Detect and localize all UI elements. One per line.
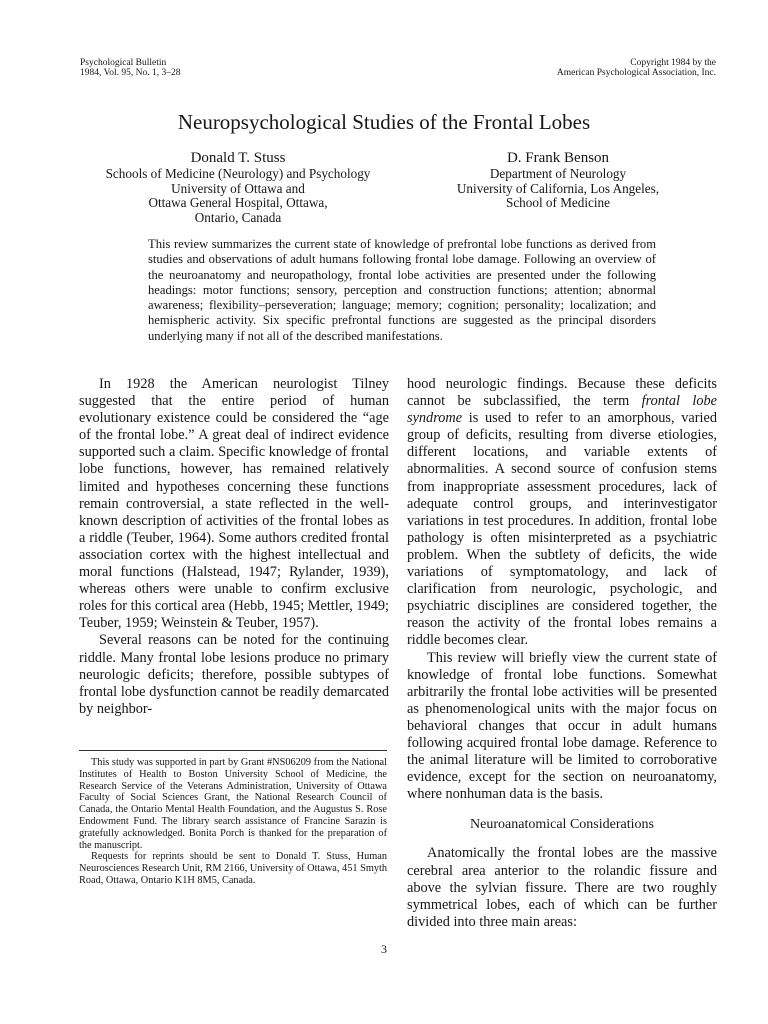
body-text: is used to refer to an amorphous, varied group of deficits, resulting from diverse etiologies, different locations, and variable extents of abnormalities. A second source of confusion stems from inappropriate assessment procedures, lack of adequate control groups, and interinvestigator variations in test procedures. In addition, frontal lobe pathology is often misinterpreted as a psychiatric problem. When the subtlety of deficits, the wide variations of symptomatology, and lack of clarification from neurologic, psychologic, and psychiatric disciplines are considered together, the reason the activity of the frontal lobes remains a riddle becomes clear. bbox=[407, 410, 717, 649]
body-text: hood neurologic findings. Because these deficits cannot be subclassified, the term bbox=[407, 376, 717, 410]
copyright-line: Copyright 1984 by the bbox=[630, 58, 716, 68]
body-paragraph bbox=[407, 376, 717, 650]
author-name: D. Frank Benson bbox=[506, 150, 610, 166]
author-affiliation-line: Ottawa General Hospital, Ottawa, bbox=[148, 195, 328, 210]
author-block-2 bbox=[430, 150, 686, 211]
page-number: 3 bbox=[381, 942, 387, 956]
author-affiliation-line: Schools of Medicine (Neurology) and Psychology bbox=[105, 166, 371, 181]
author-affiliation-line: University of California, Los Angeles, bbox=[456, 180, 660, 196]
section-heading: Neuroanatomical Considerations bbox=[470, 817, 654, 833]
journal-name: Psychological Bulletin bbox=[80, 58, 167, 68]
footnote-divider bbox=[79, 750, 387, 751]
emphasis-term: frontal lobe syndrome bbox=[407, 393, 717, 427]
copyright-header bbox=[450, 58, 716, 78]
author-affiliation-line: Department of Neurology bbox=[489, 166, 627, 181]
body-column-right bbox=[407, 376, 717, 931]
author-block-1 bbox=[78, 150, 398, 225]
author-affiliation-line: University of Ottawa and bbox=[171, 180, 305, 196]
body-paragraph: In 1928 the American neurologist Tilney suggested that the entire period of human evolutionary existence could be considered the “age of the frontal lobe.” A great deal of indirect evidence supported such a claim. Specific knowledge of frontal lobe functions, however, has remained relatively limited and hypotheses concerning these functions remain controversial, a state reflected in the well-known description of activities of the frontal lobes as a riddle (Teuber, 1964). Some authors credited frontal association cortex with the highest intellectual and moral functions (Halstead, 1947; Rylander, 1939), whereas others were unable to confirm exclusive roles for this cortical area (Hebb, 1945; Mettler, 1949; Teuber, 1959; Weinstein & Teuber, 1957). bbox=[79, 376, 389, 632]
footnote-paragraph: This study was supported in part by Grant #NS06209 from the National Institutes of Health to Boston University School of Medicine, the Research Service of the Veterans Administration, University of Ottawa Faculty of Social Sciences Grant, the National Research Council of Canada, the Ontario Mental Health Foundation, and the Augustus S. Rose Endowment Fund. The library search assistance of Francine Sarazin is gratefully acknowledged. Bonita Porch is thanked for the preparation of the manuscript. bbox=[79, 757, 387, 851]
footnote-paragraph: Requests for reprints should be sent to Donald T. Stuss, Human Neurosciences Research Unit, RM 2166, University of Ottawa, 451 Smyth Road, Ottawa, Ontario K1H 8M5, Canada. bbox=[79, 851, 387, 886]
journal-volume: 1984, Vol. 95, No. 1, 3–28 bbox=[80, 68, 181, 78]
body-paragraph: This review will briefly view the current state of knowledge of frontal lobe functions. Somewhat arbitrarily the frontal lobe activities will be presented as phenomenological units with the major focus on behavioral changes that occur in adult humans following acquired frontal lobe damage. Reference to the animal literature will be limited to corroborative evidence, except for the section on neuroanatomy, where nonhuman data is the basis. bbox=[407, 649, 717, 803]
abstract: This review summarizes the current state of knowledge of prefrontal lobe functions as derived from studies and observations of adult humans following frontal lobe damage. Following an overview of the neuroanatomy and neuropathology, frontal lobe activities are presented under the following headings: motor functions; sensory, perception and construction functions; attention; abnormal awareness; flexibility–perseveration; language; memory; cognition; personality; localization; and hemispheric activity. Six specific prefrontal functions are suggested as the principal disorders underlying many if not all of the described manifestations. bbox=[148, 237, 656, 343]
article-title: Neuropsychological Studies of the Frontal Lobes bbox=[177, 110, 591, 134]
author-name: Donald T. Stuss bbox=[190, 150, 286, 166]
footnote bbox=[79, 757, 387, 887]
publisher-line: American Psychological Association, Inc. bbox=[556, 68, 716, 78]
author-affiliation-line: School of Medicine bbox=[505, 195, 610, 210]
body-column-left bbox=[79, 376, 389, 718]
body-paragraph: Anatomically the frontal lobes are the massive cerebral area anterior to the rolandic fissure and above the sylvian fissure. There are two roughly symmetrical lobes, each of which can be further divided into three main areas: bbox=[407, 845, 717, 930]
author-affiliation-line: Ontario, Canada bbox=[194, 209, 282, 225]
body-paragraph: Several reasons can be noted for the continuing riddle. Many frontal lobe lesions produce no primary neurologic deficits; therefore, possible subtypes of frontal lobe dysfunction cannot be readily demarcated by neighbor- bbox=[79, 632, 389, 717]
journal-header bbox=[80, 58, 320, 78]
